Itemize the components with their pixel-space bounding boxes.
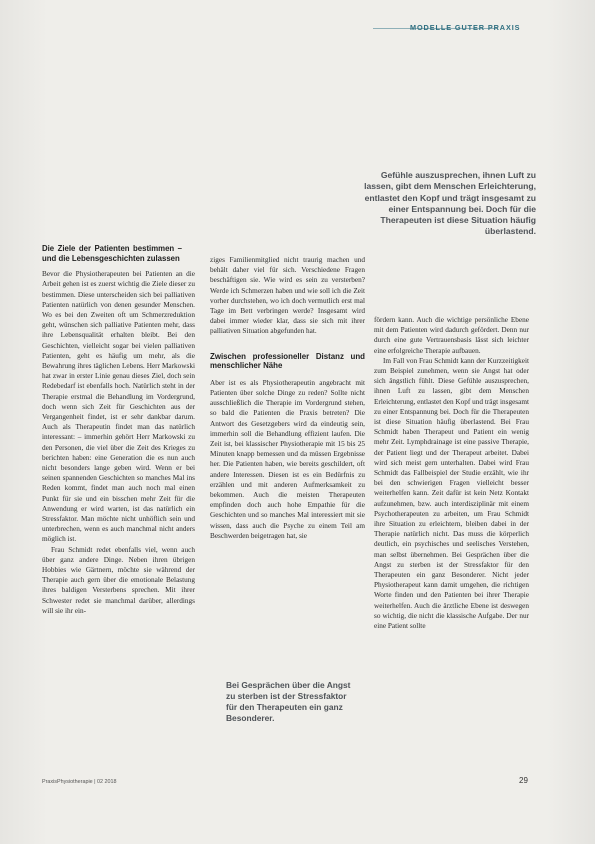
page-number: 29	[519, 776, 528, 785]
paragraph: ziges Familienmitglied nicht traurig machen und behält daher viel für sich. Verschiedene Fragen beschäftigen sie. Wie wird es sein zu versterben? Werde ich Schmerzen haben und wie soll ich die Zeit vorher durchstehen, wo ich doch vermutlich erst mal Tage im Bett verbringen werde? Insgesamt wird dabei immer wieder klar, dass sie sich mit ihrer palliativen Situation abgefunden hat.	[210, 256, 365, 336]
column-3	[374, 315, 529, 631]
subheading-patient-goals: Die Ziele der Patienten bestimmen – und die Lebensgeschichten zulassen	[42, 244, 182, 263]
pull-quote-bottom: Bei Gesprächen über die Angst zu sterben ist der Stressfaktor für den Therapeuten ein ganz Besonderer.	[226, 680, 351, 723]
column-1	[42, 244, 195, 616]
footer-journal: PraxisPhysiotherapie | 02 2018	[42, 779, 117, 785]
section-label: MODELLE GUTER PRAXIS	[410, 23, 521, 32]
pull-quote-top: Gefühle auszusprechen, ihnen Luft zu lassen, gibt dem Menschen Erleichterung, entlastet den Kopf und trägt insgesamt zu einer Entspannung bei. Doch für die Therapeuten ist diese Situation häufig überlastend.	[364, 170, 536, 237]
paragraph: Frau Schmidt redet ebenfalls viel, wenn auch über ganz andere Dinge. Neben ihren übrigen Hobbies wie Gärtnern, möchte sie während der Therapie auch gern über die emotionale Belastung ihres baldigen Versterbens sprechen. Mit ihrer Schwester redet sie manchmal darüber, allerdings will sie ihr ein-	[42, 545, 195, 615]
subheading-distance: Zwischen professioneller Distanz und menschlicher Nähe	[210, 351, 365, 371]
paragraph: fördern kann. Auch die wichtige persönliche Ebene mit dem Patienten wird dadurch gefördert. Denn nur durch eine gute Vertrauensbasis lässt sich leichter eine erfolgreiche Therapie aufbauen.	[374, 316, 529, 355]
paragraph: Im Fall von Frau Schmidt kann der Kurzzeitigkeit zum Beispiel zunehmen, wenn sie Angst hat oder sich ängstlich fühlt. Diese Gefühle auszusprechen, ihnen Luft zu lassen, gibt dem Menschen Erleichterung, entlastet den Kopf und trägt insgesamt zu einer Entspannung bei. Doch für die Therapeuten ist diese Situation häufig überlastend. Bei Frau Schmidt haben Therapeut und Patient ein wenig mehr Zeit. Lymphdrainage ist eine passive Therapie, der Patient liegt und der Therapeut arbeitet. Dabei wird sich meist gern unterhalten. Dabei wird Frau Schmidt das Fallbeispiel der Studie erzählt, wie ihr bei den schwierigen Fragen vielleicht besser weiterhelfen kann. Zeit dafür ist kein Netz Kontakt aufzunehmen, bzw. auch interdisziplinär mit einem Psychotherapeuten zu arbeiten, um Frau Schmidt ihre Situation zu erleichtern, bleiben dabei in der Therapie natürlich nicht. Das muss die körperlich deutlich, ein psychisches und seelisches Verstehen, man selbst übernehmen. Bei Gesprächen über die Angst zu sterben ist der Stressfaktor für den Therapeuten ein ganz Besonderer. Nicht jeder Physiotherapeut kann damit umgehen, die richtigen Worte finden und den Patienten bei ihrer Therapie weiterhelfen. Auch die ärztliche Ebene ist deswegen so wichtig, die nicht die klassische Aufgabe. Der nur eine Patient sollte	[374, 356, 529, 631]
paragraph: Bevor die Physiotherapeuten bei Patienten an die Arbeit gehen ist es zuerst wichtig die Ziele dieser zu bestimmen. Diese unterscheiden sich bei palliativen Patienten natürlich von denen gesunder Menschen. Wo es bei den Zweiten oft um Schmerzreduktion geht, wünschen sich palliative Patienten mehr, dass ihre Lebensqualität erhalten bleibt. Bei den Geschichten, vielleicht sogar bei vielen palliativen Patienten, geht es häufig um mehr, als die Bewahrung ihres täglichen Lebens. Herr Markowski hat zwar in erster Linie genau dieses Ziel, doch sein Redebedarf ist ebenfalls hoch. Natürlich steht in der Therapie erstmal die Behandlung im Vordergrund, doch wenn sich Zeit für Geschichten aus der Vergangenheit findet, ist er sehr dankbar darum. Auch als Therapeutin findet man das natürlich interessant: – immerhin gehört Herr Markowski zu den Personen, die viel über die Zeit des Krieges zu berichten haben: eine Generation die es nun auch nicht besonders lange geben wird. Wenn er bei seinen spannenden Geschichten so manches Mal ins Reden kommt, findet man auch noch mal einen Punkt für sie und ein bisschen mehr Zeit für die Anwendung er wird warten, ist das natürlich ein Stressfaktor. Man möchte nicht unhöflich sein und unterbrechen, wenn es auch manchmal nicht anders möglich ist.	[42, 270, 195, 544]
column-2	[210, 255, 365, 541]
paragraph: Aber ist es als Physiotherapeutin angebracht mit Patienten über solche Dinge zu reden? Sollte nicht ausschließlich die Therapie im Vordergrund stehen, so bald die Patienten die Praxis betreten? Die Antwort des Gesetzgebers wird da eindeutig sein, immerhin soll die Behandlung effizient laufen. Die Zeit ist, bei klassischer Physiotherapie mit 15 bis 25 Minuten knapp bemessen und da müssen Ergebnisse her. Die Patienten haben, wie bereits geschildert, oft andere Interessen. Diesen ist es ein Bedürfnis zu erzählen und mit anderen Aufmerksamkeit zu bekommen. Auch die meisten Therapeuten empfinden doch auch hohe Empathie für die Geschichten und so manches Mal interessiert mit sie wissen, dass auch die Psyche zu einem Teil am Beschwerden beigetragen hat, sie	[210, 378, 365, 540]
